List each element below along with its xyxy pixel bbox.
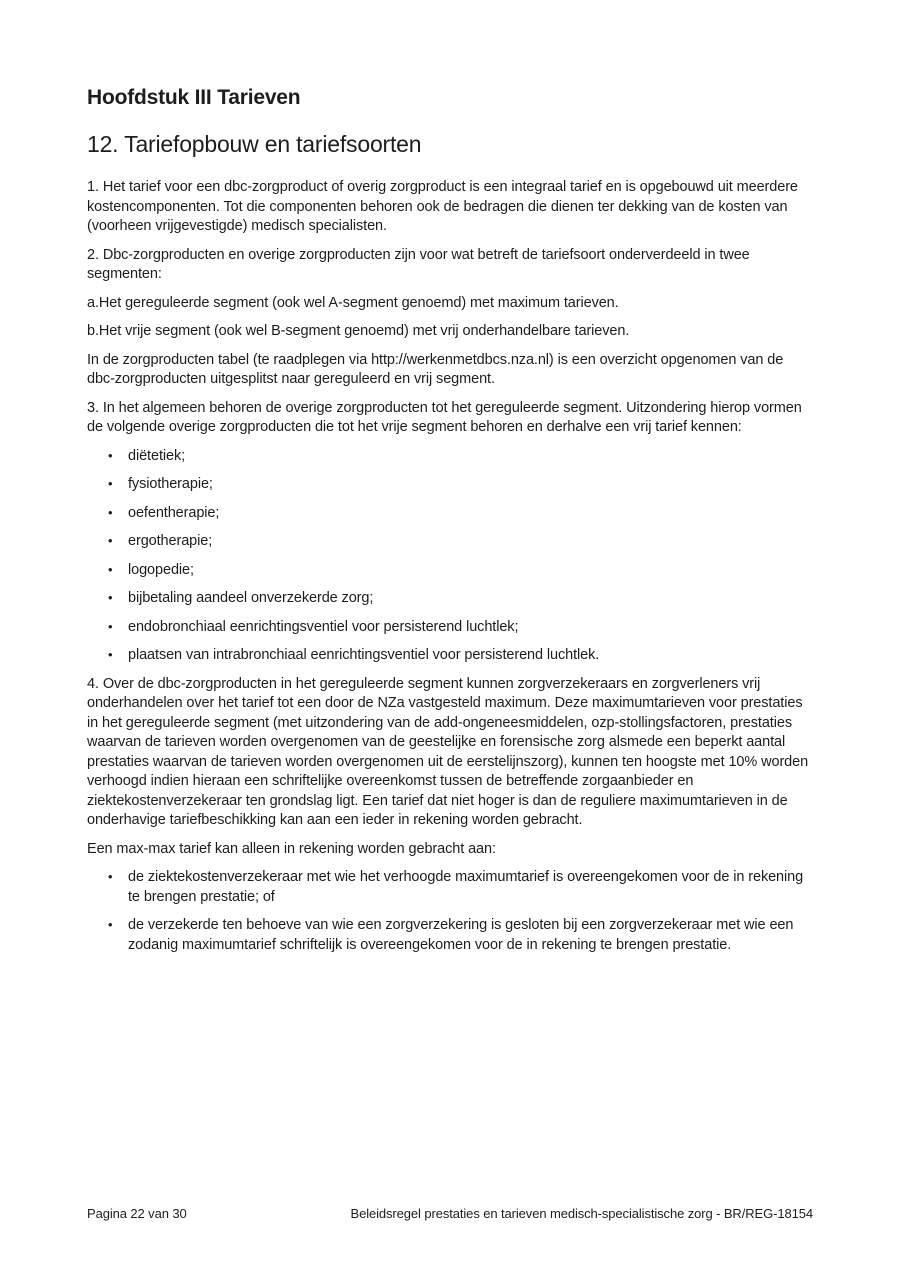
list-item <box>87 561 813 581</box>
document-content <box>87 85 813 964</box>
list-item-text: diëtetiek; <box>128 447 186 464</box>
list-item <box>87 504 813 524</box>
bullet-icon: • <box>108 533 113 548</box>
list-item <box>87 618 813 638</box>
chapter-heading: Hoofdstuk III Tarieven <box>87 86 301 109</box>
bullet-icon: • <box>108 447 113 463</box>
list-item-text: ergotherapie; <box>128 533 213 549</box>
list-item <box>87 646 813 666</box>
document-reference: Beleidsregel prestaties en tarieven medisch-specialistische zorg - BR/REG-18154 <box>350 1206 813 1221</box>
paragraph-3-intro: 3. In het algemeen behoren de overige zorgproducten tot het gereguleerde segment. Uitzondering hierop vormen de volgende overige zorgproducten die tot het vrije segment behoren en derhalve een vrij tarief kennen: <box>87 399 802 435</box>
max-max-intro: Een max-max tarief kan alleen in rekening worden gebracht aan: <box>87 840 496 857</box>
list-item-text: oefentherapie; <box>128 504 220 521</box>
list-item-text: logopedie; <box>128 561 194 578</box>
list-item-text: de verzekerde ten behoeve van wie een zorgverzekering is gesloten bij een zorgverzekeraar met wie een zodanig maximumtarief schriftelijk is overeengekomen voor de in rekening te brengen prestatie. <box>128 917 794 953</box>
paragraph-1: 1. Het tarief voor een dbc-zorgproduct of overig zorgproduct is een integraal tarief en is opgebouwd uit meerdere kostencomponenten. Tot die componenten behoren ook de bedragen die dienen ter dekking van de kosten van (voorheen vrijgevestigde) medisch specialisten. <box>87 179 798 234</box>
paragraph-2-note: In de zorgproducten tabel (te raadplegen via http://werkenmetdbcs.nza.nl) is een overzicht opgenomen van de dbc-zorgproducten uitgesplitst naar gereguleerd en vrij segment. <box>87 351 784 387</box>
list-item-text: endobronchiaal eenrichtingsventiel voor persisterend luchtlek; <box>128 618 519 635</box>
paragraph-2-intro: 2. Dbc-zorgproducten en overige zorgproducten zijn voor wat betreft de tariefsoort onderverdeeld in twee segmenten: <box>87 246 750 282</box>
bullet-icon: • <box>108 590 113 605</box>
bullet-icon: • <box>108 647 113 662</box>
list-item-text: fysiotherapie; <box>128 476 213 492</box>
list-item <box>87 447 813 467</box>
list-item-text: plaatsen van intrabronchiaal eenrichtingsventiel voor persisterend luchtlek. <box>128 647 600 663</box>
list-item <box>87 868 813 907</box>
paragraph-4: 4. Over de dbc-zorgproducten in het gereguleerde segment kunnen zorgverzekeraars en zorgverleners vrij onderhandelen over het tarief tot een door de NZa vastgesteld maximum. Deze maximumtarieven voor prestaties in het gereguleerde segment (met uitzondering van de add-ongeneesmiddelen, ozp-stollingsfactoren, prestaties waarvan de tarieven worden overgenomen van de geestelijke en forensische zorg alsmede een beperkt aantal prestaties waarvan de tarieven worden overgenomen uit de eerstelijnszorg), kunnen ten hoogste met 10% worden verhoogd indien hieraan een schriftelijke overeenkomst tussen de betreffende zorgaanbieder en ziektekostenverzekeraar ten grondslag ligt. Een tarief dat niet hoger is dan de reguliere maximumtarieven in de onderhavige tariefbeschikking kan aan een ieder in rekening worden gebracht. <box>87 675 809 828</box>
list-item <box>87 475 813 495</box>
bullet-icon: • <box>108 869 113 884</box>
bullet-icon: • <box>108 476 113 491</box>
bullet-icon: • <box>108 504 113 520</box>
list-item-text: de ziektekostenverzekeraar met wie het verhoogde maximumtarief is overeengekomen voor de in rekening te brengen prestatie; of <box>128 869 804 905</box>
max-max-recipients-list <box>87 868 813 955</box>
paragraph-2-item-b: b.Het vrije segment (ook wel B-segment genoemd) met vrij onderhandelbare tarieven. <box>87 323 630 339</box>
free-segment-products-list <box>87 447 813 666</box>
bullet-icon: • <box>108 561 113 577</box>
page-number: Pagina 22 van 30 <box>87 1206 187 1221</box>
bullet-icon: • <box>108 917 113 932</box>
section-heading: 12. Tariefopbouw en tariefsoorten <box>87 131 422 157</box>
bullet-icon: • <box>108 618 113 634</box>
list-item <box>87 532 813 552</box>
paragraph-2-item-a: a.Het gereguleerde segment (ook wel A-segment genoemd) met maximum tarieven. <box>87 294 619 311</box>
list-item-text: bijbetaling aandeel onverzekerde zorg; <box>128 590 374 606</box>
list-item <box>87 589 813 609</box>
list-item <box>87 916 813 955</box>
page-footer <box>87 1206 813 1221</box>
